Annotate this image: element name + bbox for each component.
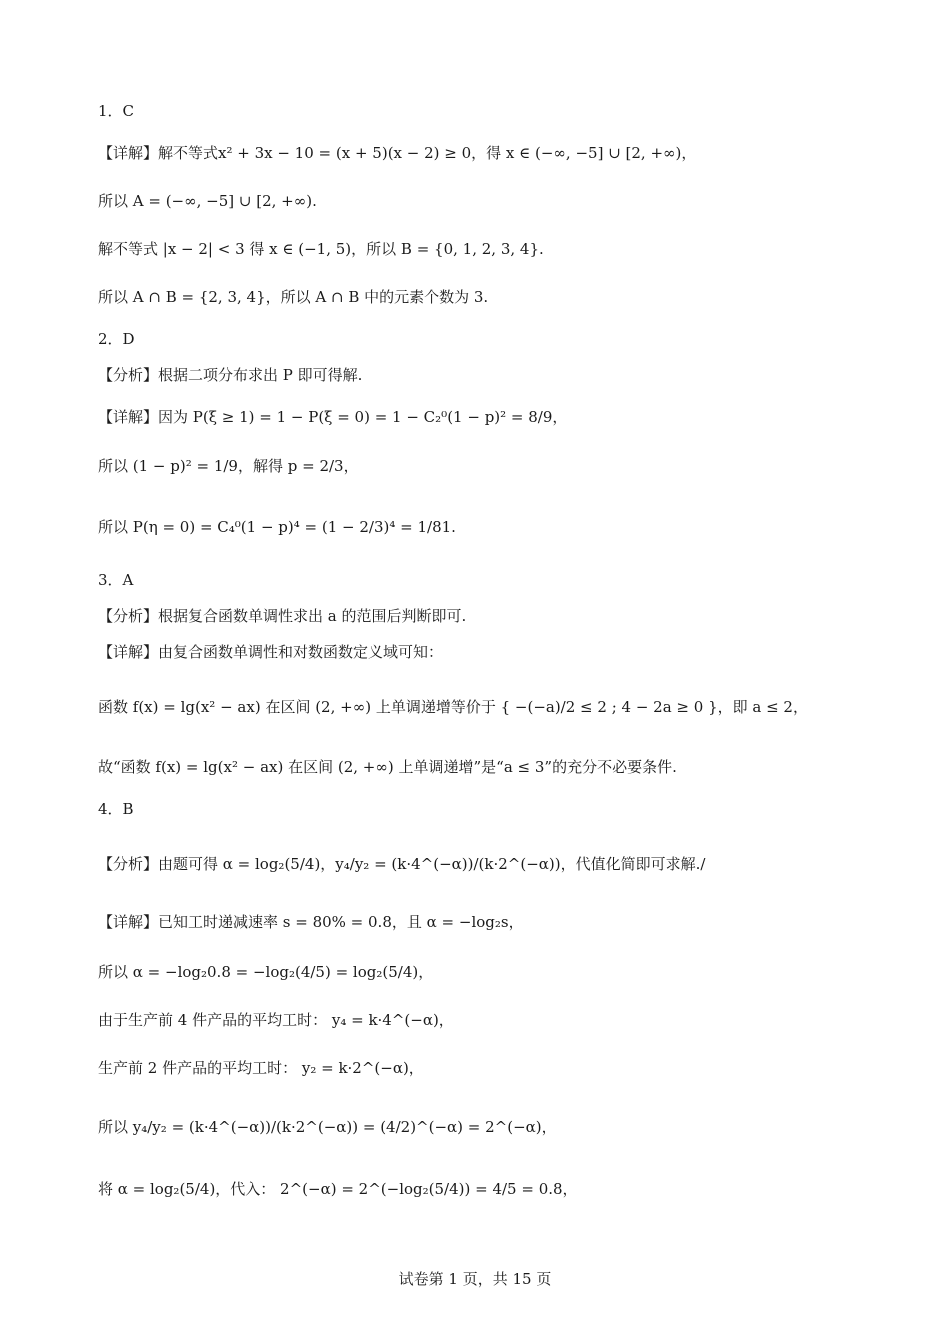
question-1-detail: 【详解】解不等式x² + 3x − 10 = (x + 5)(x − 2) ≥ 0，得 x ∈ (−∞, −5] ∪ [2, +∞)，	[98, 144, 697, 162]
question-2-answer: 2．D	[98, 330, 135, 348]
question-3-line-3: 故“函数 f(x) = lg(x² − ax) 在区间 (2, +∞) 上单调递增”是“a ≤ 3”的充分不必要条件.	[98, 758, 677, 776]
question-1-line-4: 所以 A ∩ B = {2, 3, 4}，所以 A ∩ B 中的元素个数为 3.	[98, 288, 489, 306]
question-1-line-2: 所以 A = (−∞, −5] ∪ [2, +∞).	[98, 192, 317, 210]
question-4-analysis: 【分析】由题可得 α = log₂(5/4)，y₄/y₂ = (k·4^(−α))/(k·2^(−α))，代值化简即可求解./	[98, 855, 706, 873]
question-4-line-3: 由于生产前 4 件产品的平均工时： y₄ = k·4^(−α)，	[98, 1011, 454, 1029]
question-3-line-2: 函数 f(x) = lg(x² − ax) 在区间 (2, +∞) 上单调递增等价于 { −(−a)/2 ≤ 2 ; 4 − 2a ≥ 0 }，即 a ≤ 2，	[98, 698, 808, 716]
question-3-analysis: 【分析】根据复合函数单调性求出 a 的范围后判断即可.	[98, 607, 467, 625]
question-2-line-3: 所以 P(η = 0) = C₄⁰(1 − p)⁴ = (1 − 2/3)⁴ = 1/81.	[98, 518, 456, 536]
question-4-answer: 4．B	[98, 800, 134, 818]
question-4-line-2: 所以 α = −log₂0.8 = −log₂(4/5) = log₂(5/4)，	[98, 963, 434, 981]
page-footer: 试卷第 1 页，共 15 页	[398, 1270, 552, 1288]
question-1-line-3: 解不等式 |x − 2| < 3 得 x ∈ (−1, 5)，所以 B = {0, 1, 2, 3, 4}.	[98, 240, 544, 258]
question-4-line-6: 将 α = log₂(5/4)，代入： 2^(−α) = 2^(−log₂(5/4)) = 4/5 = 0.8，	[98, 1180, 578, 1198]
question-4-line-4: 生产前 2 件产品的平均工时： y₂ = k·2^(−α)，	[98, 1059, 424, 1077]
question-4-line-5: 所以 y₄/y₂ = (k·4^(−α))/(k·2^(−α)) = (4/2)^(−α) = 2^(−α)，	[98, 1118, 557, 1136]
question-2-line-2: 所以 (1 − p)² = 1/9，解得 p = 2/3，	[98, 457, 359, 475]
question-3-answer: 3．A	[98, 571, 134, 589]
question-2-detail: 【详解】因为 P(ξ ≥ 1) = 1 − P(ξ = 0) = 1 − C₂⁰(1 − p)² = 8/9，	[98, 408, 568, 426]
question-1-answer: 1．C	[98, 102, 135, 120]
question-2-analysis: 【分析】根据二项分布求出 P 即可得解.	[98, 366, 363, 384]
question-4-detail: 【详解】已知工时递减速率 s = 80% = 0.8，且 α = −log₂s，	[98, 913, 524, 931]
question-3-detail: 【详解】由复合函数单调性和对数函数定义域可知：	[98, 643, 444, 661]
